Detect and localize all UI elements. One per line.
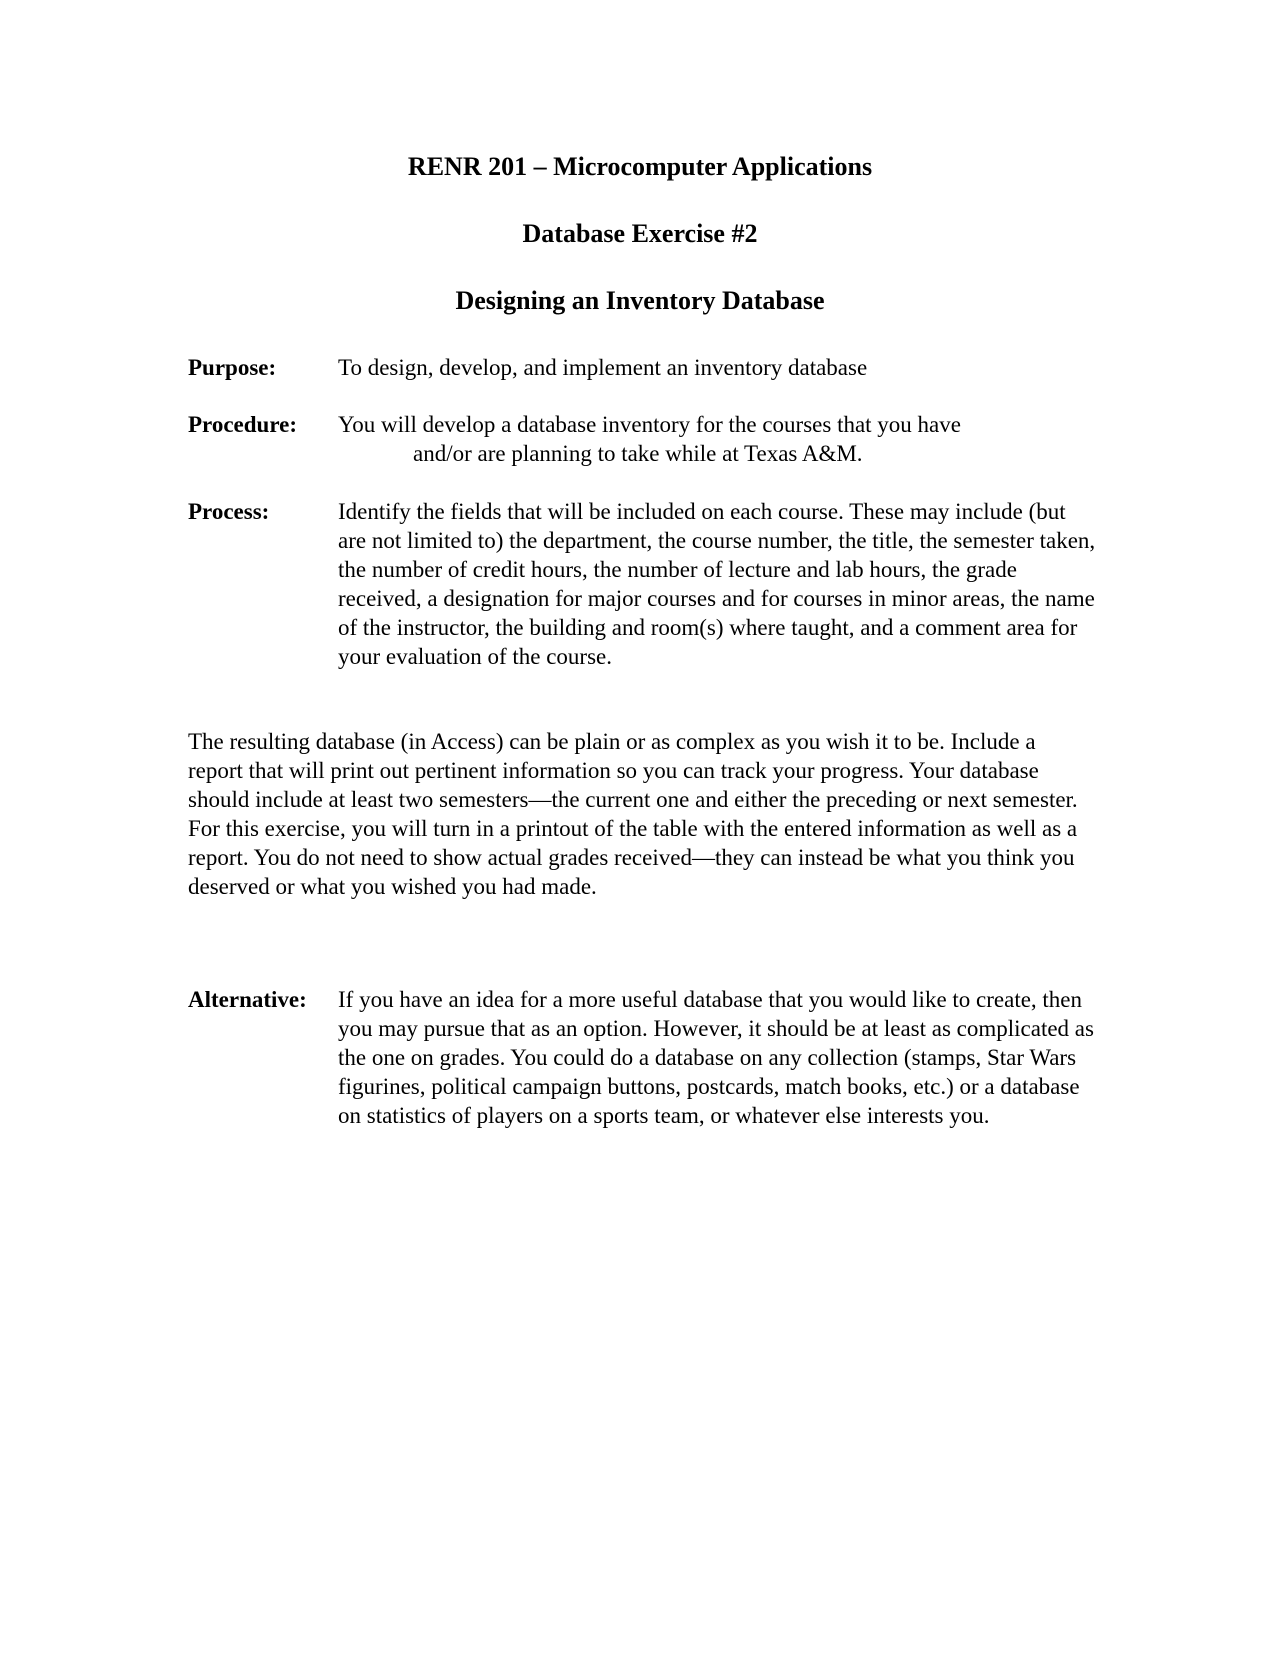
topic-title: Designing an Inventory Database [455, 286, 825, 315]
resulting-database-paragraph: The resulting database (in Access) can be plain or as complex as you wish it to be. Include a report that will print out pertinent information so you can track your progress. Your database should include at least two semesters—the current one and either the preceding or next semester. For this exercise, you will turn in a printout of the table with the entered information as well as a report. You do not need to show actual grades received—they can instead be what you think you deserved or what you wished you had made. [188, 729, 1078, 899]
alternative-label: Alternative: [188, 987, 307, 1012]
alternative-text: If you have an idea for a more useful database that you would like to create, then you may pursue that as an option. However, it should be at least as complicated as the one on grades. You could do a database on any collection (stamps, Star Wars figurines, political campaign buttons, postcards, match books, etc.) or a database on statistics of players on a sports team, or whatever else interests you. [338, 987, 1094, 1128]
procedure-label: Procedure: [188, 412, 298, 437]
process-label: Process: [188, 499, 270, 524]
process-text: Identify the fields that will be included on each course. These may include (but are not limited to) the department, the course number, the title, the semester taken, the number of credit hours, the number of lecture and lab hours, the grade received, a designation for major courses and for courses in minor areas, the name of the instructor, the building and room(s) where taught, and a comment area for your evaluation of the course. [338, 499, 1096, 669]
procedure-text-line2: and/or are planning to take while at Texas A&M. [413, 441, 863, 466]
purpose-label: Purpose: [188, 355, 277, 380]
procedure-text-line1: You will develop a database inventory for the courses that you have [338, 412, 961, 437]
exercise-title: Database Exercise #2 [522, 219, 758, 248]
course-title: RENR 201 – Microcomputer Applications [407, 152, 873, 181]
purpose-text: To design, develop, and implement an inventory database [338, 355, 868, 380]
